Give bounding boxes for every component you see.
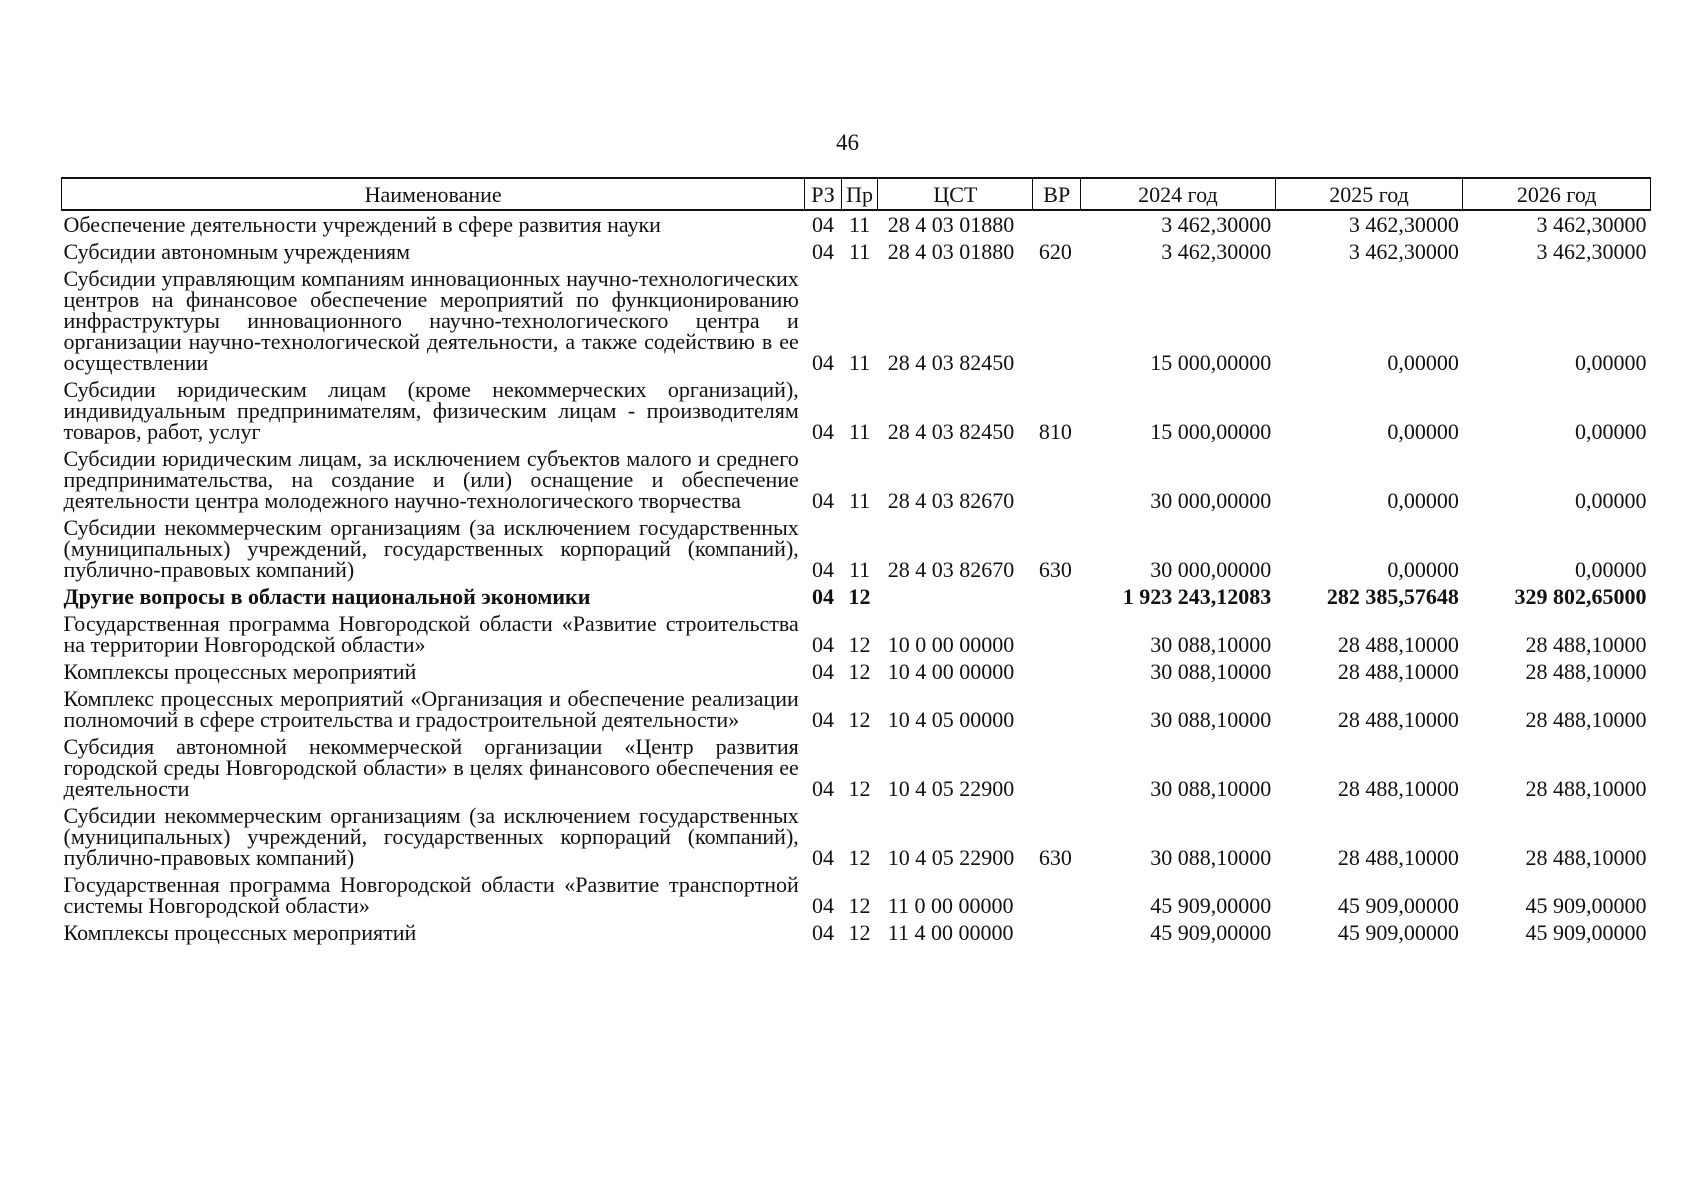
cell-2025: 28 488,10000	[1337, 776, 1459, 801]
cell-rz: 04	[812, 632, 835, 657]
cell-2024: 3 462,30000	[1161, 212, 1272, 237]
cell-pr: 12	[848, 776, 871, 801]
cell-pr: 11	[848, 212, 871, 237]
cell-cst: 10 4 05 22900	[887, 776, 1015, 801]
cell-2026: 0,00000	[1575, 557, 1647, 582]
cell-pr: 12	[848, 707, 871, 732]
cell-vr: 620	[1038, 239, 1072, 264]
cell-rz: 04	[812, 659, 835, 684]
cell-2025: 0,00000	[1387, 488, 1459, 513]
cell-2026: 45 909,00000	[1525, 920, 1647, 945]
cell-name: Государственная программа Новгородской области «Развитие транспортной системы Новгородской области»	[63, 872, 799, 918]
cell-2026: 0,00000	[1575, 419, 1647, 444]
table-row	[62, 445, 1651, 514]
cell-rz: 04	[812, 893, 835, 918]
cell-cst: 11 4 00 00000	[887, 920, 1014, 945]
header-2025: 2025 год	[1275, 178, 1463, 210]
cell-2026: 3 462,30000	[1536, 212, 1647, 237]
cell-2026: 3 462,30000	[1536, 239, 1647, 264]
cell-cst: 28 4 03 82670	[887, 488, 1015, 513]
cell-vr	[1033, 871, 1081, 919]
cell-2026: 329 802,65000	[1514, 584, 1647, 609]
cell-cst: 28 4 03 01880	[887, 212, 1015, 237]
budget-table	[61, 177, 1651, 946]
cell-name: Субсидии автономным учреждениям	[63, 239, 411, 264]
cell-cst: 10 0 00 00000	[887, 632, 1015, 657]
cell-cst: 28 4 03 82450	[887, 419, 1015, 444]
cell-vr: 630	[1038, 557, 1072, 582]
table-row	[62, 919, 1651, 946]
cell-vr	[1033, 265, 1081, 376]
table-row	[62, 583, 1651, 610]
cell-2025: 0,00000	[1387, 419, 1459, 444]
header-cst: ЦСТ	[878, 178, 1033, 210]
cell-2025: 0,00000	[1387, 350, 1459, 375]
cell-cst: 28 4 03 01880	[887, 239, 1015, 264]
cell-2026: 28 488,10000	[1525, 707, 1647, 732]
cell-name: Комплексы процессных мероприятий	[63, 920, 417, 945]
cell-vr: 810	[1038, 419, 1072, 444]
cell-2025: 45 909,00000	[1337, 920, 1459, 945]
cell-pr: 11	[848, 419, 871, 444]
table-row	[62, 658, 1651, 685]
cell-vr: 630	[1038, 845, 1072, 870]
cell-pr: 12	[848, 893, 871, 918]
cell-2024: 30 088,10000	[1150, 659, 1272, 684]
cell-rz: 04	[812, 920, 835, 945]
cell-2026: 45 909,00000	[1525, 893, 1647, 918]
cell-pr: 12	[848, 584, 871, 609]
cell-cst: 28 4 03 82670	[887, 557, 1015, 582]
cell-rz: 04	[812, 557, 835, 582]
cell-2026: 28 488,10000	[1525, 776, 1647, 801]
table-row	[62, 238, 1651, 265]
cell-name: Комплекс процессных мероприятий «Организация и обеспечение реализации полномочий в сфере строительства и градостроительной деятельности»	[63, 686, 799, 732]
cell-name: Субсидии некоммерческим организациям (за исключением государственных (муниципальных) учреждений, государственных корпораций (компаний), публично-правовых компаний)	[63, 803, 799, 870]
cell-2024: 45 909,00000	[1150, 893, 1272, 918]
cell-pr: 12	[848, 845, 871, 870]
cell-pr: 12	[848, 659, 871, 684]
cell-2024: 30 000,00000	[1150, 557, 1272, 582]
cell-rz: 04	[812, 212, 835, 237]
table-row	[62, 210, 1651, 238]
cell-2025: 28 488,10000	[1337, 632, 1459, 657]
table-row	[62, 871, 1651, 919]
cell-cst: 11 0 00 00000	[887, 893, 1014, 918]
header-2024: 2024 год	[1081, 178, 1276, 210]
table-header-row	[62, 178, 1651, 210]
cell-cst: 10 4 00 00000	[887, 659, 1015, 684]
cell-vr	[1033, 658, 1081, 685]
cell-name: Субсидии юридическим лицам (кроме некоммерческих организаций), индивидуальным предпринимателям, физическим лицам - производителям товаров, работ, услуг	[63, 377, 799, 444]
cell-pr: 12	[848, 920, 871, 945]
cell-2025: 3 462,30000	[1348, 239, 1459, 264]
cell-2026: 28 488,10000	[1525, 659, 1647, 684]
cell-2024: 1 923 243,12083	[1122, 584, 1272, 609]
cell-2025: 282 385,57648	[1326, 584, 1459, 609]
table-body	[62, 210, 1651, 946]
cell-2024: 30 000,00000	[1150, 488, 1272, 513]
table-row	[62, 685, 1651, 733]
cell-vr	[1033, 583, 1081, 610]
cell-rz: 04	[812, 845, 835, 870]
cell-2026: 0,00000	[1575, 350, 1647, 375]
cell-2026: 28 488,10000	[1525, 632, 1647, 657]
table-row	[62, 802, 1651, 871]
cell-2024: 30 088,10000	[1150, 776, 1272, 801]
cell-2026: 0,00000	[1575, 488, 1647, 513]
cell-2025: 28 488,10000	[1337, 707, 1459, 732]
cell-cst: 28 4 03 82450	[887, 350, 1015, 375]
cell-name: Субсидии управляющим компаниям инновационных научно-технологических центров на финансовое обеспечение мероприятий по функционированию инфраструктуры инновационного научно-технологического центра и организации научно-технологической деятельности, а также содействию в ее осуществлении	[63, 266, 799, 375]
table-row	[62, 514, 1651, 583]
cell-cst	[878, 583, 1033, 610]
cell-vr	[1033, 733, 1081, 802]
cell-2024: 30 088,10000	[1150, 632, 1272, 657]
cell-pr: 11	[848, 488, 871, 513]
cell-rz: 04	[812, 419, 835, 444]
cell-vr	[1033, 610, 1081, 658]
cell-2024: 30 088,10000	[1150, 707, 1272, 732]
cell-2024: 45 909,00000	[1150, 920, 1272, 945]
table-row	[62, 265, 1651, 376]
header-vr: ВР	[1033, 178, 1081, 210]
cell-2025: 0,00000	[1387, 557, 1459, 582]
cell-pr: 11	[848, 557, 871, 582]
cell-name: Субсидии юридическим лицам, за исключением субъектов малого и среднего предпринимательства, на создание и (или) оснащение и обеспечение деятельности центра молодежного научно-технологического творчества	[63, 446, 799, 513]
cell-name: Комплексы процессных мероприятий	[63, 659, 417, 684]
cell-name: Субсидии некоммерческим организациям (за исключением государственных (муниципальных) учреждений, государственных корпораций (компаний), публично-правовых компаний)	[63, 515, 799, 582]
cell-pr: 11	[848, 350, 871, 375]
cell-name: Государственная программа Новгородской области «Развитие строительства на территории Новгородской области»	[63, 611, 799, 657]
cell-2025: 45 909,00000	[1337, 893, 1459, 918]
cell-2024: 15 000,00000	[1150, 419, 1272, 444]
cell-cst: 10 4 05 22900	[887, 845, 1015, 870]
header-name: Наименование	[62, 178, 805, 210]
table-row	[62, 733, 1651, 802]
cell-vr	[1033, 445, 1081, 514]
page-number: 46	[836, 130, 859, 155]
cell-2025: 28 488,10000	[1337, 659, 1459, 684]
cell-2026: 28 488,10000	[1525, 845, 1647, 870]
cell-2024: 3 462,30000	[1161, 239, 1272, 264]
table-row	[62, 376, 1651, 445]
cell-rz: 04	[812, 707, 835, 732]
cell-cst: 10 4 05 00000	[887, 707, 1015, 732]
cell-2024: 15 000,00000	[1150, 350, 1272, 375]
header-rz: РЗ	[805, 178, 842, 210]
cell-2025: 3 462,30000	[1348, 212, 1459, 237]
cell-vr	[1033, 685, 1081, 733]
cell-2025: 28 488,10000	[1337, 845, 1459, 870]
header-2026: 2026 год	[1463, 178, 1651, 210]
cell-vr	[1033, 210, 1081, 238]
cell-name: Обеспечение деятельности учреждений в сфере развития науки	[63, 212, 661, 237]
cell-name: Другие вопросы в области национальной экономики	[63, 584, 591, 609]
header-pr: Пр	[841, 178, 878, 210]
table-row	[62, 610, 1651, 658]
cell-name: Субсидия автономной некоммерческой организации «Центр развития городской среды Новгородской области» в целях финансового обеспечения ее деятельности	[63, 734, 799, 801]
cell-rz: 04	[812, 584, 835, 609]
cell-pr: 11	[848, 239, 871, 264]
cell-rz: 04	[812, 350, 835, 375]
cell-vr	[1033, 919, 1081, 946]
cell-pr: 12	[848, 632, 871, 657]
cell-rz: 04	[812, 776, 835, 801]
cell-rz: 04	[812, 239, 835, 264]
cell-rz: 04	[812, 488, 835, 513]
cell-2024: 30 088,10000	[1150, 845, 1272, 870]
